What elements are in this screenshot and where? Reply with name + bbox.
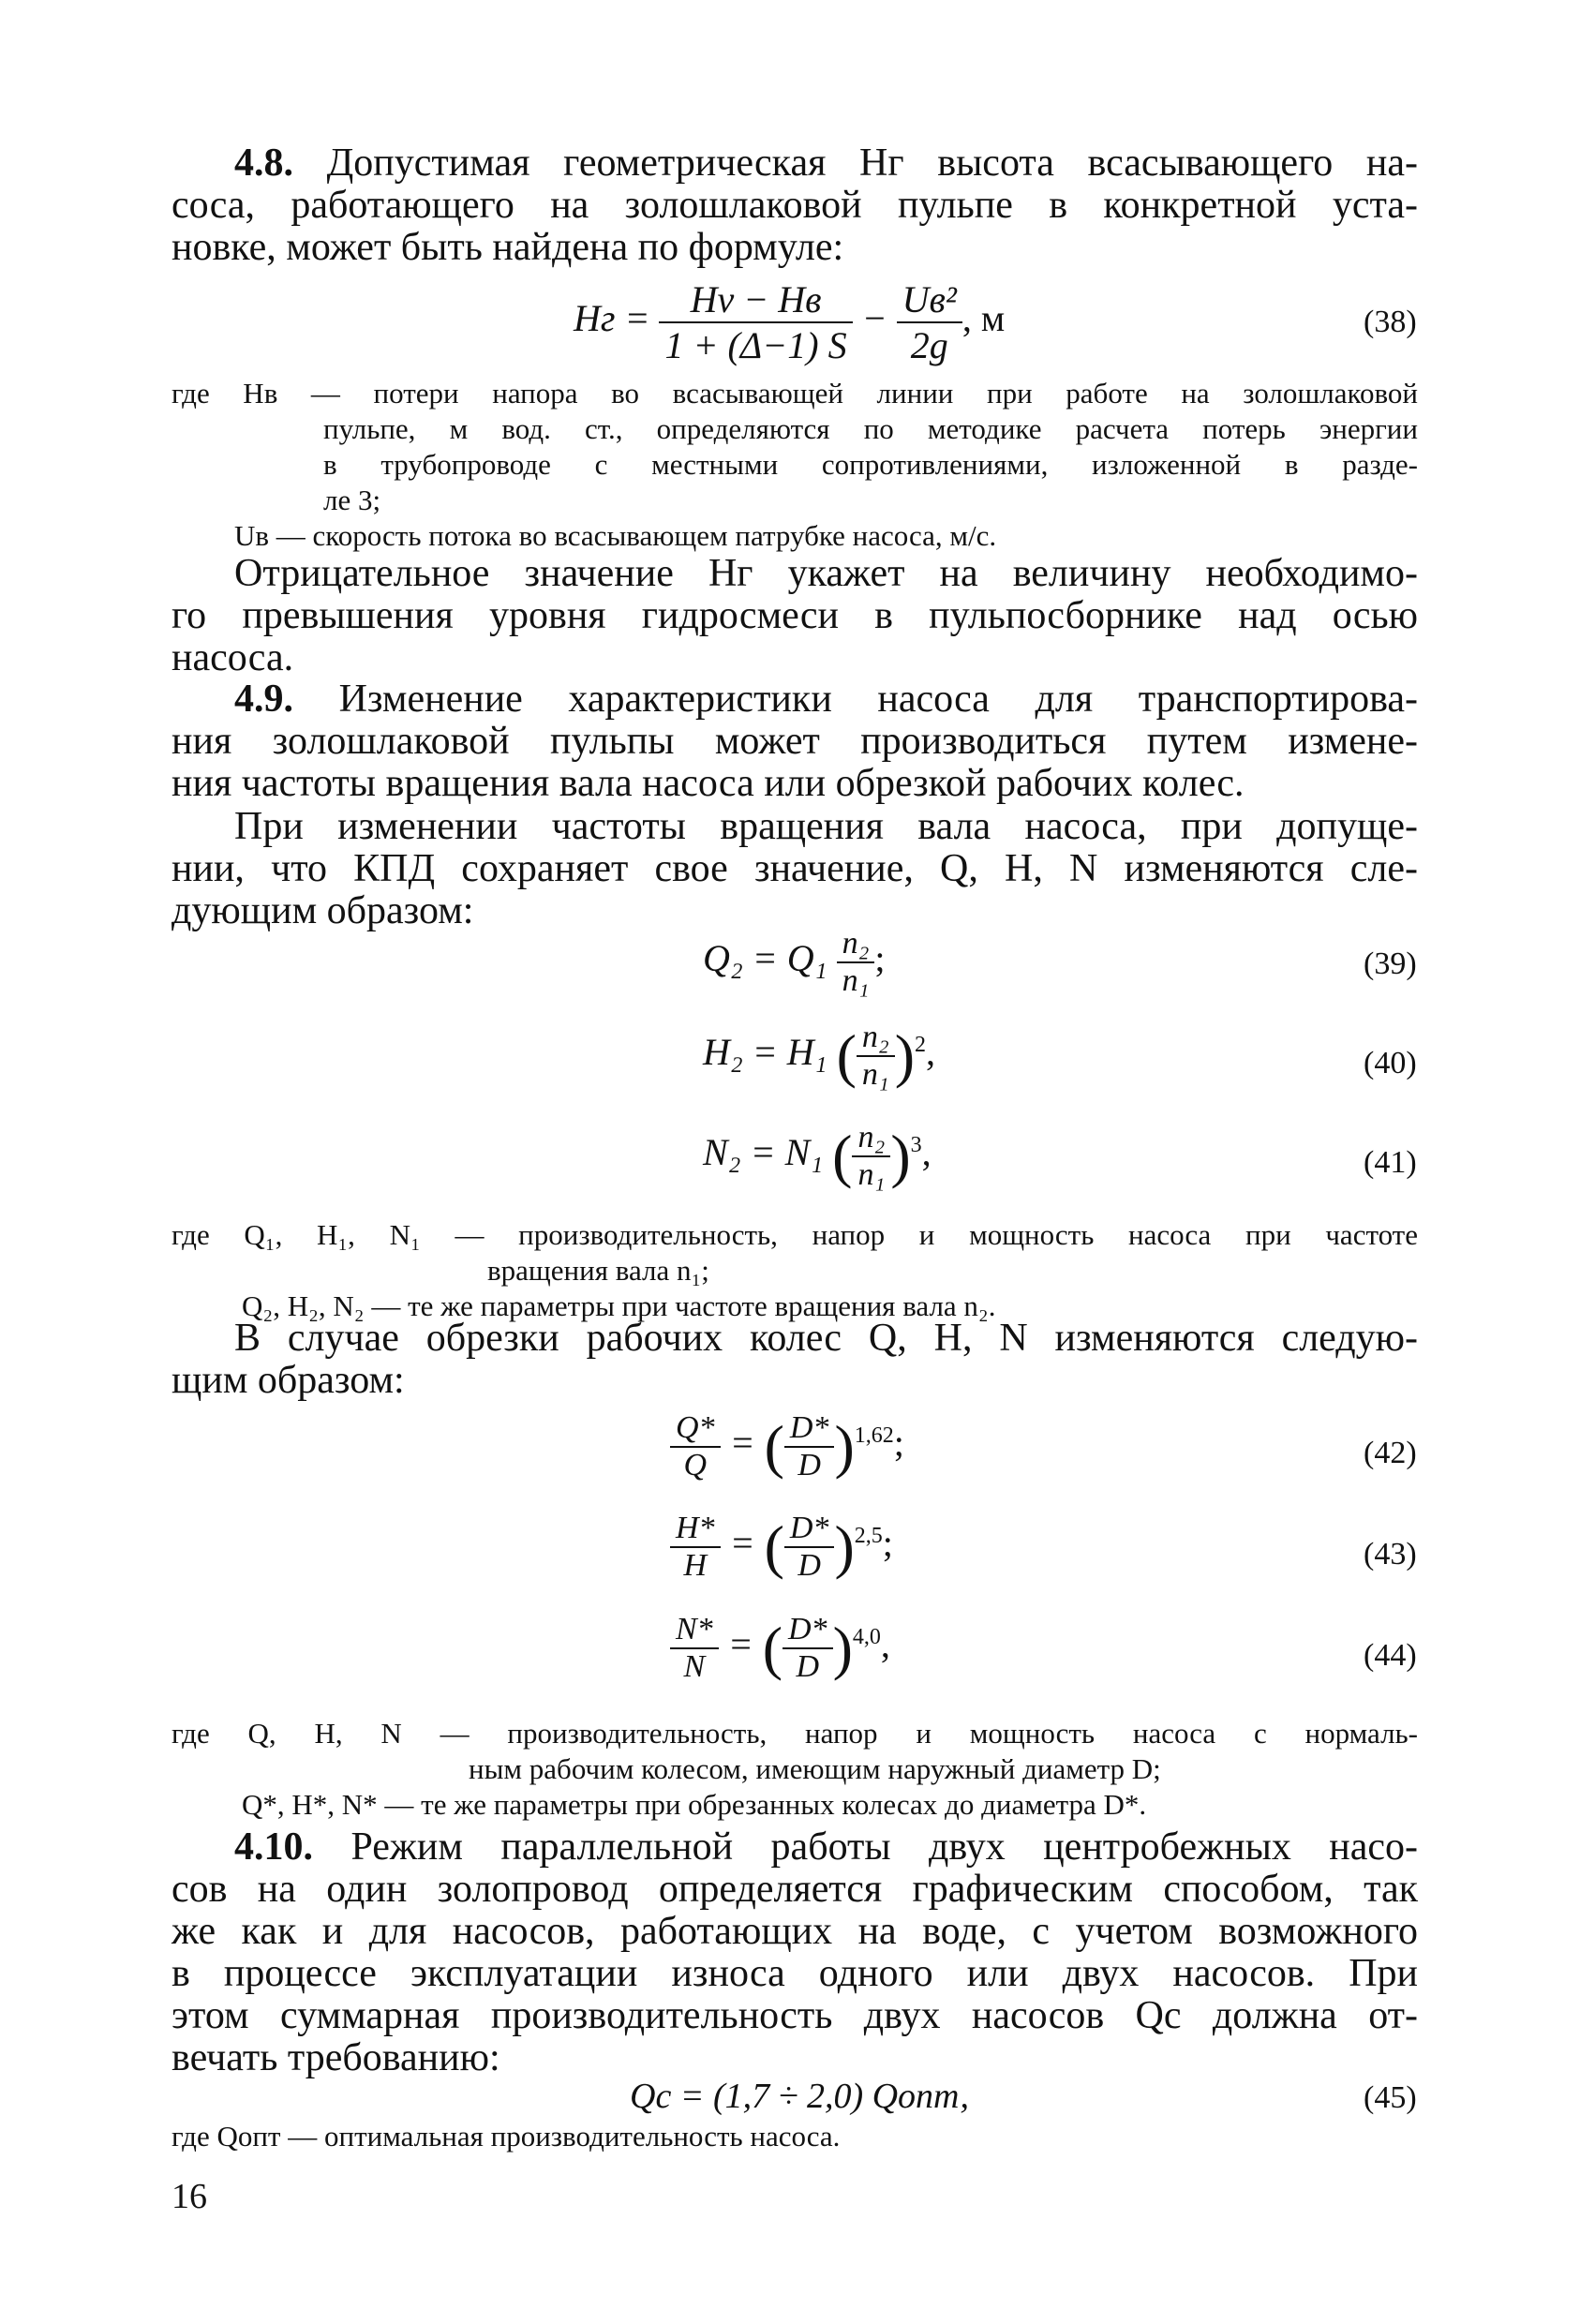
- where45-line: где Qопт — оптимальная производительность насоса.: [171, 2120, 841, 2153]
- section-number-4-8: 4.8.: [234, 142, 293, 185]
- equation-number-42: (42): [1364, 1436, 1417, 1470]
- equation-number-40: (40): [1364, 1046, 1417, 1080]
- para-speed-line-2: нии, что КПД сохраняет свое значение, Q, H, N изменяются сле-: [171, 847, 1418, 890]
- para-4-9-line-3: ния частоты вращения вала насоса или обрезкой рабочих колес.: [171, 762, 1245, 805]
- para-4-10-line-5: этом суммарная производительность двух насосов Qс должна от-: [171, 1994, 1418, 2037]
- para-4-8-line-3: новке, может быть найдена по формуле:: [171, 226, 844, 269]
- where44-line-3: Q*, H*, N* — те же параметры при обрезанных колесах до диаметра D*.: [242, 1788, 1147, 1821]
- para-speed-line-3: дующим образом:: [171, 889, 474, 932]
- where44-line-1: где Q, H, N — производительность, напор и мощность насоса с нормаль-: [171, 1717, 1418, 1750]
- where38-line-3: в трубопроводе с местными сопротивлениями, изложенной в разде-: [323, 448, 1418, 481]
- para-4-9-line-2: ния золошлаковой пульпы может производиться путем измене-: [171, 720, 1418, 763]
- where41-line-1: где Q₁, H₁, N₁ — производительность, напор и мощность насоса при частоте: [171, 1218, 1418, 1251]
- para-4-8-line-2: соса, работающего на золошлаковой пульпе в конкретной уста-: [171, 184, 1418, 227]
- equation-43: $\frac{H*}{H}$ = ( $\frac{D*}{D}$ )$^{2,5}$;: [670, 1511, 893, 1584]
- equation-number-44: (44): [1364, 1638, 1417, 1673]
- where44-line-2: ным рабочим колесом, имеющим наружный диаметр D;: [469, 1752, 1161, 1785]
- section-number-4-10: 4.10.: [234, 1825, 313, 1869]
- where41-line-2: вращения вала n₁;: [487, 1254, 709, 1287]
- equation-45: Qс = (1,7 ÷ 2,0) Qопт,: [630, 2077, 969, 2116]
- equation-number-41: (41): [1364, 1145, 1417, 1180]
- section-number-4-9: 4.9.: [234, 678, 293, 721]
- equation-42: $\frac{Q*}{Q}$ = ( $\frac{D*}{D}$ )$^{1,62}$;: [670, 1410, 904, 1483]
- page-number: 16: [171, 2177, 207, 2216]
- para-4-9-line-1: 4.9. Изменение характеристики насоса для транспортирова-: [234, 678, 1419, 721]
- equation-40: H₂ = H₁ ( $\frac{\text{n₂}}{\text{n₁}}$ )$^2$,: [703, 1020, 936, 1092]
- para-negative-line-1: Отрицательное значение Hг укажет на величину необходимо-: [234, 552, 1418, 595]
- where41-line-3: Q₂, H₂, N₂ — те же параметры при частоте вращения вала n₂.: [242, 1289, 996, 1322]
- equation-44: $\frac{N*}{N}$ = ( $\frac{D*}{D}$ )$^{4,0}$,: [670, 1612, 890, 1685]
- para-negative-line-2: го превышения уровня гидросмеси в пульпосборнике над осью: [171, 594, 1418, 637]
- para-4-10-line-3: же как и для насосов, работающих на воде, с учетом возможного: [171, 1910, 1418, 1953]
- equation-41: N₂ = N₁ ( $\frac{\text{n₂}}{\text{n₁}}$ )$^3$,: [703, 1120, 932, 1192]
- where38-line-2: пульпе, м вод. ст., определяются по методике расчета потерь энергии: [323, 412, 1418, 445]
- para-speed-line-1: При изменении частоты вращения вала насоса, при допуще-: [234, 805, 1418, 848]
- para-4-10-line-1: 4.10. Режим параллельной работы двух центробежных насо-: [234, 1825, 1419, 1869]
- para-4-8-line-1: 4.8. Допустимая геометрическая Hг высота всасывающего на-: [234, 142, 1419, 185]
- equation-number-45: (45): [1364, 2080, 1417, 2115]
- para-4-10-line-4: в процессе эксплуатации износа одного или двух насосов. При: [171, 1952, 1418, 1995]
- equation-number-43: (43): [1364, 1537, 1417, 1572]
- para-4-10-line-2: сов на один золопровод определяется графическим способом, так: [171, 1868, 1418, 1911]
- para-trim-line-2: щим образом:: [171, 1359, 405, 1402]
- equation-38: Hг = $\frac{Hv - Hв}{1 + (\Delta-1) S}$ − $\frac{\text{Uв²}}{2g}$ , м: [574, 278, 1006, 366]
- equation-39: Q₂ = Q₁ $\frac{\text{n₂}}{\text{n₁}}$ ;: [703, 926, 886, 998]
- where38-line-1: где Hв — потери напора во всасывающей линии при работе на золошлаковой: [171, 377, 1418, 410]
- equation-number-38: (38): [1364, 305, 1417, 339]
- para-trim-line-1: В случае обрезки рабочих колес Q, H, N изменяются следую-: [234, 1317, 1418, 1360]
- where38-line-4: ле 3;: [323, 484, 381, 516]
- equation-number-39: (39): [1364, 946, 1417, 981]
- where38-line-5: Uв — скорость потока во всасывающем патрубке насоса, м/с.: [234, 519, 997, 552]
- para-negative-line-3: насоса.: [171, 636, 294, 679]
- para-4-10-line-6: вечать требованию:: [171, 2036, 500, 2079]
